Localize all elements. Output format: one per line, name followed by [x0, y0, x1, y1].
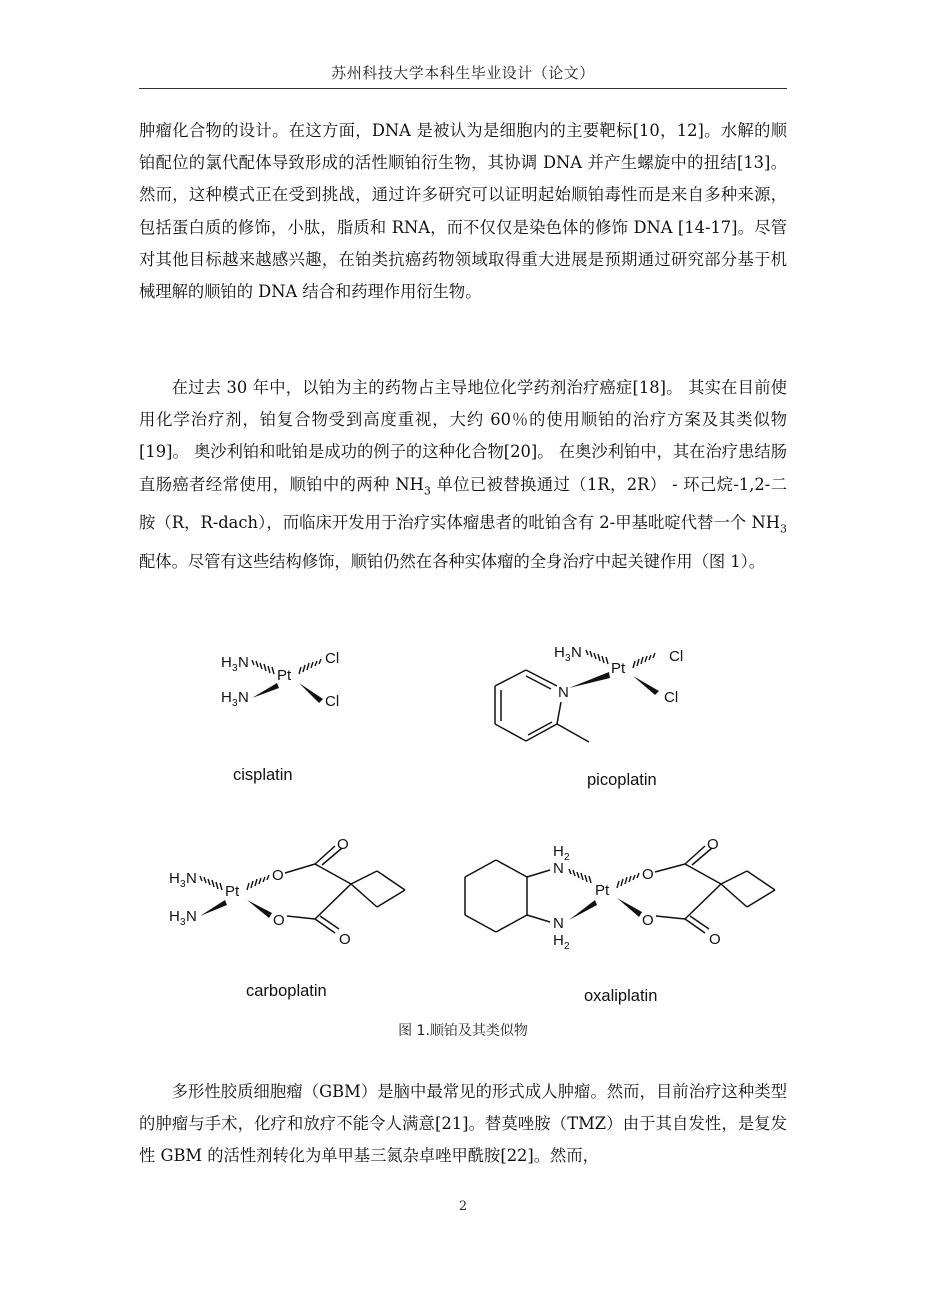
oxa-cyclohexane-ring — [465, 860, 550, 932]
pico-n: N — [558, 684, 569, 701]
carbo-wedge-2 — [247, 900, 272, 918]
carboplatin-structure — [169, 836, 405, 1000]
carbo-hash-bond-2 — [247, 875, 269, 890]
cis-pt: Pt — [277, 667, 292, 684]
oxa-nh2-bot-sub: 2 — [564, 941, 570, 952]
carbo-nh3-bot-n: N — [186, 908, 197, 925]
oxa-wedge-1 — [569, 900, 597, 920]
carbo-o-carbonyl-top: O — [337, 836, 349, 853]
pico-hash-bond-1 — [586, 650, 608, 664]
figure-caption: 图 1.顺铂及其类似物 — [398, 1023, 528, 1039]
picoplatin-structure — [495, 644, 683, 789]
pico-hash-bond-2 — [633, 653, 655, 668]
oxa-o-carbonyl-top: O — [707, 836, 719, 853]
pico-wedge-cl — [633, 676, 659, 695]
oxa-hash-bond-2 — [617, 873, 639, 888]
carbo-nh3-top-h: H — [169, 870, 180, 887]
pico-pt: Pt — [611, 660, 626, 677]
pico-pyridine-ring — [495, 670, 589, 742]
cis-wedge-1 — [252, 683, 279, 698]
cis-cl-top: Cl — [325, 650, 340, 667]
oxa-o-top: O — [642, 866, 654, 883]
paragraph-2-part-3: 配体。尽管有这些结构修饰，顺铂仍然在各种实体瘤的全身治疗中起关键作用（图 1）。 — [139, 551, 766, 571]
cis-cl-bot: Cl — [325, 693, 340, 710]
carbo-nh3-top-n: N — [186, 870, 197, 887]
page-number: 2 — [458, 1199, 468, 1214]
carbo-hash-bond-1 — [200, 876, 222, 890]
structures-svg — [139, 636, 787, 1016]
paragraph-2-part-1: 在过去 30 年中，以铂为主的药物占主导地位化学药剂治疗癌症[18]。 其实在目前使用化学治疗剂，铂复合物受到高度重视，大约 60％的使用顺铂的治疗方案及其类似物[19]。 奥沙利铂和吡铂是成功的例子的这种化合物[20]。 在奥沙利铂中，其在治疗患结肠直肠癌者经常使用，顺铂中的两种 NH — [139, 378, 787, 494]
oxa-hash-bond-1 — [569, 869, 591, 883]
oxa-n-bot: N — [553, 915, 564, 932]
pico-nh3-sub: 3 — [565, 653, 571, 664]
carbo-o-top: O — [272, 867, 284, 884]
subscript-3: 3 — [780, 522, 787, 536]
pico-wedge-n — [569, 672, 610, 688]
paragraph-1: 肿瘤化合物的设计。在这方面，DNA 是被认为是细胞内的主要靶标[10，12]。水解的顺铂配位的氯代配体导致形成的活性顺铂衍生物，其协调 DNA 并产生螺旋中的扭结[13]。然而，这种模式正在受到挑战，通过许多研究可以证明起始顺铂毒性而是来自多种来源，包括蛋白质的修饰，小肽，脂质和 RNA，而不仅仅是染色体的修饰 DNA [14-17]。尽管对其他目标越来越感兴趣，在铂类抗癌药物领域取得重大进展是预期通过研究部分基于机械理解的顺铂的 DNA 结合和药理作用衍生物。 — [139, 121, 787, 302]
cis-nh3-top-n: N — [238, 654, 249, 671]
oxa-nh2-top-h: H — [553, 843, 564, 860]
carbo-o-bot: O — [273, 912, 285, 929]
carbo-pt: Pt — [225, 883, 240, 900]
oxa-nh2-bot-h: H — [553, 932, 564, 949]
figure-1 — [139, 636, 787, 1016]
oxa-o-bot: O — [642, 912, 654, 929]
cis-nh3-bot-sub: 3 — [232, 698, 238, 709]
carbo-nh3-top-sub: 3 — [180, 879, 186, 890]
cis-hash-bond-1 — [252, 660, 274, 674]
running-header: 苏州科技大学本科生毕业设计（论文） — [331, 64, 595, 82]
pico-nh3-n: N — [571, 644, 582, 661]
oxa-skeleton — [655, 846, 775, 933]
label-picoplatin: picoplatin — [587, 771, 657, 789]
cis-hash-bond-2 — [299, 659, 321, 674]
cis-nh3-top-sub: 3 — [232, 663, 238, 674]
subscript-3: 3 — [423, 483, 431, 497]
carbo-nh3-bot-h: H — [169, 908, 180, 925]
label-carboplatin: carboplatin — [246, 982, 327, 1000]
oxa-wedge-2 — [617, 898, 642, 917]
paragraph-3: 多形性胶质细胞瘤（GBM）是脑中最常见的形式成人肿瘤。然而，目前治疗这种类型的肿瘤与手术，化疗和放疗不能令人满意[21]。替莫唑胺（TMZ）由于其自发性，是复发性 GBM 的活性剂转化为单甲基三氮杂卓唑甲酰胺[22]。然而， — [139, 1082, 787, 1166]
oxa-o-carbonyl-bot: O — [709, 931, 721, 948]
pico-nh3-h: H — [554, 644, 565, 661]
oxaliplatin-structure — [465, 836, 775, 1005]
carbo-wedge-1 — [200, 900, 227, 916]
oxa-pt: Pt — [595, 882, 610, 899]
cis-nh3-top-h: H — [221, 654, 232, 671]
header-rule — [139, 88, 787, 89]
oxa-nh2-top-sub: 2 — [564, 852, 570, 863]
carbo-o-carbonyl-bot: O — [339, 931, 351, 948]
oxa-n-top: N — [553, 860, 564, 877]
label-oxaliplatin: oxaliplatin — [584, 987, 658, 1005]
cis-wedge-2 — [299, 683, 323, 703]
paragraph-2-part-2: 单位已被替换通过（1R，2R） - 环己烷-1,2-二胺（R，R-dach），而临床开发用于治疗实体瘤患者的吡铂含有 2-甲基吡啶代替一个 NH — [139, 474, 788, 533]
paragraph-2 — [139, 372, 787, 578]
pico-cl-bot: Cl — [664, 689, 679, 706]
pico-cl-top: Cl — [669, 648, 684, 665]
carbo-skeleton — [285, 846, 405, 933]
label-cisplatin: cisplatin — [233, 766, 293, 784]
carbo-nh3-bot-sub: 3 — [180, 917, 186, 928]
cis-nh3-bot-n: N — [238, 689, 249, 706]
cis-nh3-bot-h: H — [221, 689, 232, 706]
cisplatin-structure — [221, 650, 339, 784]
